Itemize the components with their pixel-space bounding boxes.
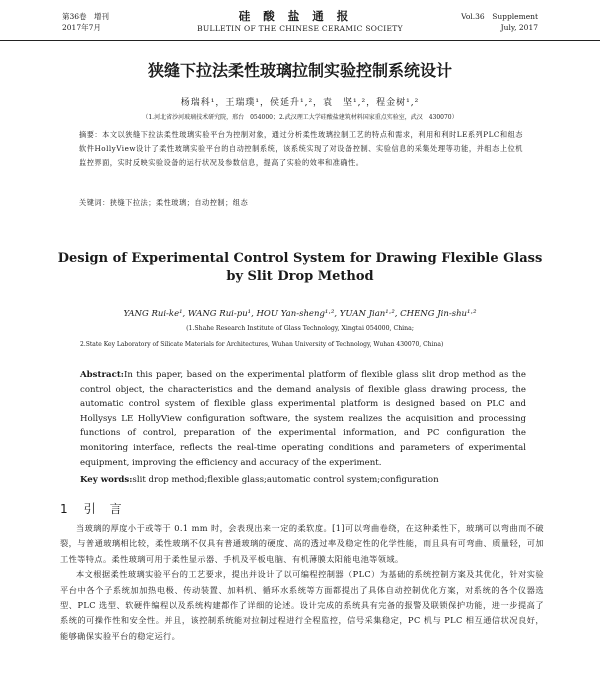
volume-en: Vol.36 Supplement (461, 12, 538, 21)
volume-cn: 第36卷 增刊 (62, 12, 110, 21)
keywords-label: Key words: (80, 475, 133, 485)
chinese-authors: 杨瑞科¹，王瑞璞¹，侯延升¹,²，袁 坚¹,²，程金树¹,² (180, 98, 420, 108)
english-abstract (80, 368, 526, 470)
chinese-title: 狭缝下拉法柔性玻璃拉制实验控制系统设计 (147, 61, 452, 80)
english-affiliation-2: 2.State Key Laboratory of Silicate Materials for Architectures, Wuhan University of Technology, Wuhan 430070, China) (80, 341, 444, 348)
english-authors: YANG Rui-ke¹, WANG Rui-pu¹, HOU Yan-sheng¹·², YUAN Jian¹·², CHENG Jin-shu¹·² (123, 309, 477, 319)
journal-name-cn: 硅酸盐通报 (238, 9, 362, 23)
section-number: 1 (60, 502, 68, 516)
section-title: 引言 (83, 502, 136, 516)
header-right (461, 11, 538, 33)
english-keywords (80, 475, 526, 485)
header-left (62, 11, 109, 33)
journal-header (0, 8, 600, 41)
paragraph-1: 当玻璃的厚度小于或等于 0.1 mm 时，会表现出来一定的柔软度。[1]可以弯曲卷绕，在这种柔性下，玻璃可以弯曲而不破裂，与普通玻璃相比较，柔性玻璃不仅具有普通玻璃的硬度、高的透过率及稳定性的化学性能，而且具有可弯曲、质量轻，可加工性等特点。柔性玻璃可用于柔性显示器、手机及平板电脑、有机薄膜太阳能电池等领域。 (60, 523, 544, 564)
paragraph-2: 本文根据柔性玻璃实验平台的工艺要求，提出并设计了以可编程控制器（PLC）为基础的系统控制方案及其优化，针对实验平台中各个子系统加加热电极、传动装置、加料机、循环水系统等方面都提出了具体自动控制优化方案，对系统的各个仪器选型、PLC 选型、软硬件编程以及系统构建都作了详细的论述。设计完成的系统具有完备的报警及联锁保护功能，进一步提高了系统的可操作性和安全性。并且，该控制系统能对拉制过程进行全程监控，信号采集稳定，PC 机与 PLC 相互通信状况良好，能够确保实验平台的稳定运行。 (60, 569, 544, 641)
date-cn: 2017年7月 (62, 23, 101, 32)
abstract-text: In this paper, based on the experimental platform of flexible glass slit drop method as the control object, the characteristics and the demand analysis of flexible glass drawing process, the automatic control system of flexible glass experimental platform is designed based on PLC and Hollysys LE HollyView configuration software, the system realizes the acquisition and processing functions of control, preparation of the experimental information, and PC configuration the monitoring interface, reflects the real-time operating conditions and parameters of experimental equipment, improving the efficiency and accuracy of the experiment. (80, 370, 526, 468)
section-heading (60, 500, 136, 517)
chinese-keywords: 关键词：狭缝下拉法；柔性玻璃；自动控制；组态 (79, 198, 249, 207)
keywords-text: slit drop method;flexible glass;automatic control system;configuration (132, 475, 439, 485)
abstract-label: Abstract: (80, 370, 124, 380)
english-title-line-1: Design of Experimental Control System for Drawing Flexible Glass (57, 251, 543, 266)
english-title (0, 250, 600, 286)
journal-name-en: BULLETIN OF THE CHINESE CERAMIC SOCIETY (197, 24, 403, 33)
english-affiliation-1: (1.Shahe Research Institute of Glass Technology, Xingtai 054000, China; (186, 325, 414, 332)
header-center (170, 10, 430, 35)
chinese-abstract: 摘要：本文以狭缝下拉法柔性玻璃实验平台为控制对象，通过分析柔性玻璃拉制工艺的特点和需求，利用和利时LE系列PLC和组态软件HollyView设计了柔性玻璃实验平台的自动控制系统，该系统实现了对设备控制、实验信息的采集处理等功能，并组态上位机监控界面，实时反映实验设备的运行状况及参数信息，提高了实验的效率和准确性。 (79, 130, 523, 168)
date-en: July, 2017 (500, 23, 538, 32)
english-title-line-2: by Slit Drop Method (226, 269, 374, 284)
chinese-affiliation: （1.河北省沙河玻璃技术研究院，邢台 054000；2.武汉理工大学硅酸盐建筑材料国家重点实验室，武汉 430070） (142, 114, 458, 121)
body-text (60, 521, 544, 644)
